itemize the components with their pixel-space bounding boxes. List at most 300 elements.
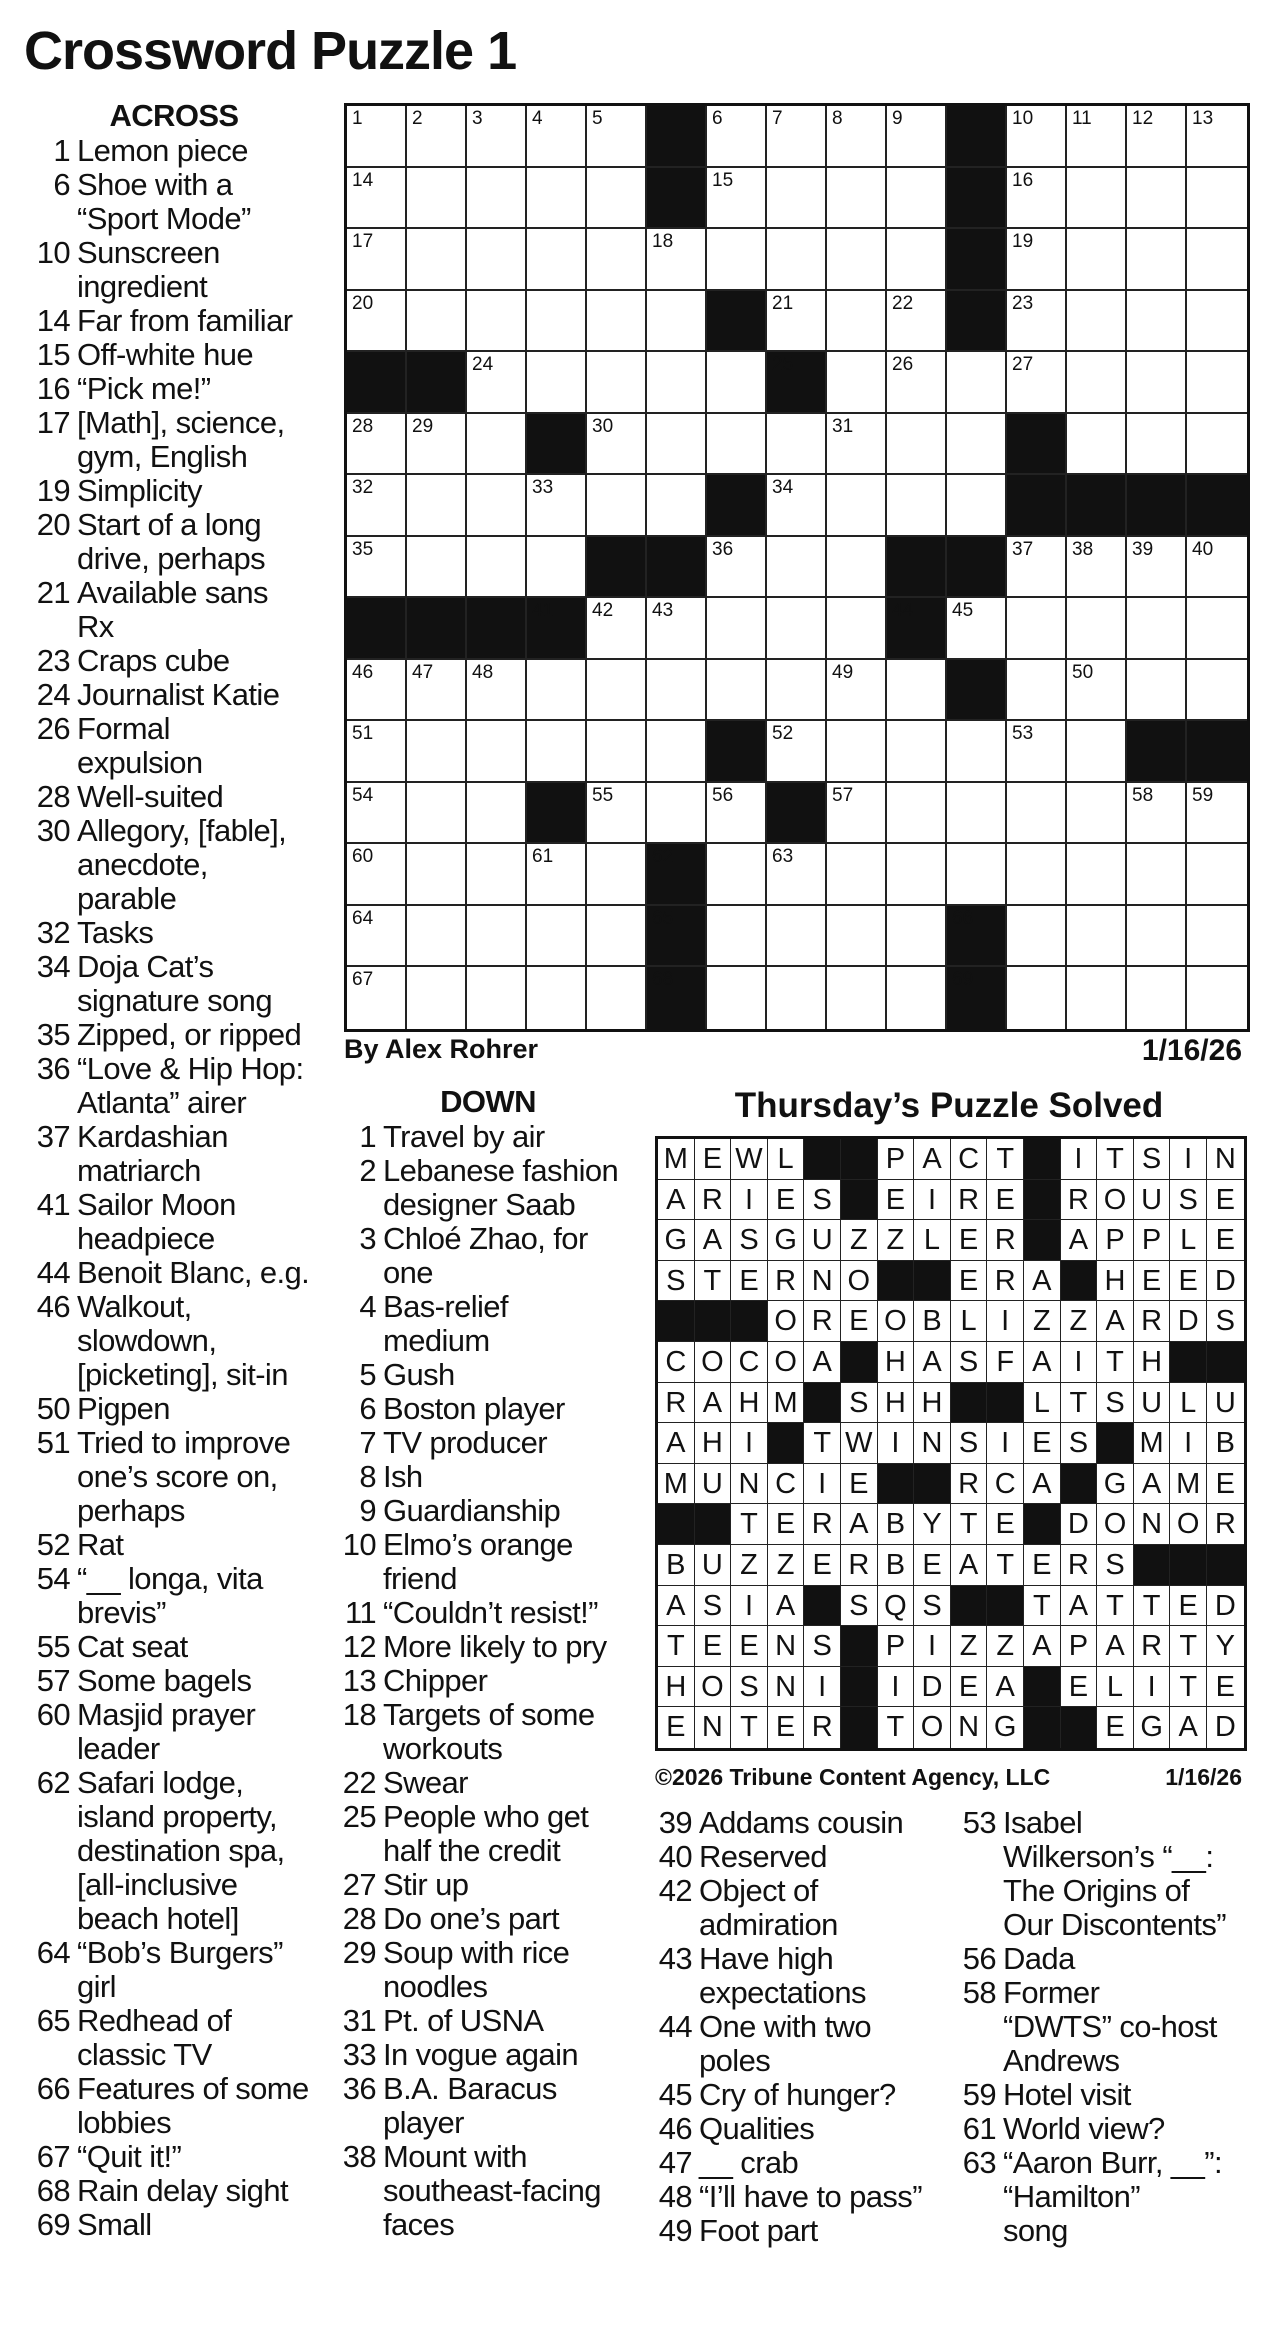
grid-cell [1007,106,1067,168]
clue-number: 45 [658,2077,692,2112]
solution-letter: I [878,1423,915,1464]
grid-block [647,106,707,168]
solution-block [731,1301,768,1342]
clue [26,304,322,338]
clue-text [77,950,322,1018]
solution-block [1061,1707,1098,1748]
solution-letter: E [768,1504,805,1545]
grid-cell [1007,721,1067,783]
grid-cell [947,352,1007,414]
solution-letter: A [1024,1626,1061,1667]
grid-cell [467,352,527,414]
grid-cell [707,352,767,414]
cell-number: 17 [352,231,374,252]
clue-text [1003,2112,1254,2146]
solution-block [1170,1545,1207,1586]
clue-number: 53 [962,1805,996,1840]
grid-cell [407,106,467,168]
clue-line: Pt. of USNA [383,2003,544,2038]
clue [338,1426,638,1460]
clue [338,1630,638,1664]
clue [338,2038,638,2072]
clue-text [77,1052,322,1120]
solution-letter: I [1061,1139,1098,1180]
clue [26,814,322,916]
solution-letter: R [658,1383,695,1424]
clue-line: “DWTS” co-host [1003,2009,1217,2044]
clue-number: 43 [658,1941,692,1976]
grid-cell [1007,352,1067,414]
clue-number: 17 [36,405,70,440]
grid-cell [827,844,887,906]
grid-cell [467,414,527,476]
cell-number: 67 [352,969,374,990]
cell-number: 25 [772,354,794,375]
cell-number: 38 [1072,538,1094,560]
clue-number: 40 [658,1839,692,1874]
clue-number: 57 [36,1663,70,1698]
grid-cell [707,844,767,906]
clue-line: lobbies [77,2105,172,2140]
grid-cell [767,906,827,968]
clue-text [77,712,322,780]
grid-cell [647,783,707,845]
clue-number: 41 [36,1187,70,1222]
solution-letter: G [987,1707,1024,1748]
clue [338,1358,638,1392]
solution-letter: T [1170,1667,1207,1708]
grid-block [347,598,407,660]
grid-cell [707,906,767,968]
clue-line: More likely to pry [383,1629,607,1664]
clue-number: 19 [36,473,70,508]
grid-cell [767,967,827,1029]
grid-cell [767,106,827,168]
grid-cell [1127,598,1187,660]
solution-date: 1/16/26 [1165,1764,1242,1790]
grid-cell [647,229,707,291]
grid-cell [707,598,767,660]
cell-number: 40 [1192,538,1214,560]
clue [338,1460,638,1494]
solution-letter: U [695,1464,732,1505]
clue [338,2072,638,2140]
grid-cell [827,906,887,968]
clue-number: 18 [342,1697,376,1732]
solution-letter: E [731,1626,768,1667]
clue-text [383,1664,638,1698]
cell-number: 10 [1012,108,1034,129]
solution-letter: A [914,1139,951,1180]
grid-block [647,844,707,906]
cell-number: 53 [1012,723,1034,744]
grid-cell [1007,660,1067,722]
clue [646,1840,946,1874]
solution-letter: R [951,1464,988,1505]
clue-number: 9 [359,1493,376,1528]
solution-letter: B [914,1301,951,1342]
cell-number: 6 [712,108,723,129]
solution-letter: H [695,1423,732,1464]
grid-cell [947,721,1007,783]
grid-block [1187,721,1247,783]
clue-line: faces [383,2207,455,2242]
clue [26,134,322,168]
grid-cell [707,660,767,722]
cell-number: 30 [592,415,614,437]
clue-number: 51 [36,1425,70,1460]
clue-line: expectations [699,1975,866,2010]
solution-letter: T [1097,1342,1134,1383]
grid-cell [947,475,1007,537]
clue-line: Craps cube [77,643,230,678]
solution-letter: E [1207,1667,1244,1708]
grid-block [1127,475,1187,537]
solution-letter: E [987,1504,1024,1545]
grid-cell [887,721,947,783]
clue [26,576,322,644]
solution-letter: A [1024,1261,1061,1302]
clue-line: Soup with rice [383,1935,570,1970]
solution-letter: B [658,1545,695,1586]
solution-letter: E [1097,1707,1134,1748]
clue-text [77,814,322,916]
solution-block [1024,1707,1061,1748]
solution-block [841,1139,878,1180]
grid-cell [1067,352,1127,414]
clue-text [77,1664,322,1698]
solution-letter: R [841,1545,878,1586]
solution-letter: E [1170,1261,1207,1302]
grid-cell [467,168,527,230]
clue [338,1596,638,1630]
copyright: ©2026 Tribune Content Agency, LLC [655,1764,1051,1790]
solution-letter: E [1024,1423,1061,1464]
clue-text [77,168,322,236]
clue [338,1120,638,1154]
solution-block [1134,1545,1171,1586]
clue-text [383,1426,638,1460]
solution-letter: U [1207,1383,1244,1424]
grid-cell [1187,783,1247,845]
solution-block [804,1586,841,1627]
grid-cell [347,229,407,291]
clue-line: Our Discontents” [1003,1907,1226,1942]
solution-letter: S [1061,1423,1098,1464]
solution-block [658,1301,695,1342]
clue-number: 36 [342,2071,376,2106]
clue-text [699,1942,946,2010]
clue [26,1664,322,1698]
solution-letter: T [1024,1586,1061,1627]
clue-number: 67 [36,2139,70,2174]
clue-line: Wilkerson’s “__: [1003,1839,1214,1874]
clue-text [1003,1976,1254,2078]
grid-cell [1067,598,1127,660]
clue-line: Rx [77,609,114,644]
solution-letter: Q [878,1586,915,1627]
cell-number: 39 [1132,538,1154,560]
clue-line: [picketing], sit-in [77,1357,288,1392]
grid-block [947,106,1007,168]
grid-cell [1007,844,1067,906]
clue-line: Swear [383,1765,468,1800]
solution-letter: I [1061,1342,1098,1383]
grid-cell [347,475,407,537]
clue-line: Zipped, or ripped [77,1017,302,1052]
clue-line: Cat seat [77,1629,188,1664]
grid-cell [587,783,647,845]
grid-cell [887,229,947,291]
grid-block [947,660,1007,722]
cell-number: 29 [412,415,434,437]
clue-line: admiration [699,1907,838,1942]
down-clues-continued-2 [958,1806,1254,2248]
clue-text [383,1460,638,1494]
clue-number: 50 [36,1391,70,1426]
cell-number: 63 [772,846,794,867]
solution-letter: R [951,1180,988,1221]
grid-cell [527,168,587,230]
solution-letter: D [1207,1261,1244,1302]
grid-cell [947,598,1007,660]
clue-number: 1 [53,133,70,168]
clue-line: Travel by air [383,1119,545,1154]
clue-line: Doja Cat’s [77,949,214,984]
cell-number: 3 [472,108,483,129]
grid-block [647,906,707,968]
clue [338,2140,638,2242]
solution-letter: N [804,1261,841,1302]
cell-number: 4 [532,108,543,129]
clue [958,1806,1254,1942]
clue-line: In vogue again [383,2037,578,2072]
grid-cell [707,168,767,230]
clue-text [77,134,322,168]
clue-text [77,1120,322,1188]
grid-cell [707,229,767,291]
grid-cell [407,844,467,906]
clue [646,2180,946,2214]
clue [26,1018,322,1052]
clue-line: Lebanese fashion [383,1153,619,1188]
grid-cell [1127,229,1187,291]
grid-cell [467,906,527,968]
solution-letter: A [1097,1626,1134,1667]
grid-cell [407,906,467,968]
clue-text [699,1840,946,1874]
grid-cell [1007,537,1067,599]
clue-number: 42 [658,1873,692,1908]
solution-letter: S [1134,1139,1171,1180]
clue-number: 24 [36,677,70,712]
solution-letter: E [731,1261,768,1302]
clue [338,1290,638,1358]
grid-cell [887,291,947,353]
grid-cell [407,967,467,1029]
clue-text [383,1120,638,1154]
clue-text [77,916,322,950]
clue-line: Rat [77,1527,124,1562]
grid-block [527,414,587,476]
solution-letter: A [1061,1220,1098,1261]
solution-letter: I [1134,1667,1171,1708]
solution-letter: B [1207,1423,1244,1464]
clue-line: Former [1003,1975,1100,2010]
solution-block [987,1586,1024,1627]
solution-block [1024,1139,1061,1180]
grid-cell [887,168,947,230]
clue-number: 63 [962,2145,996,2180]
clue-line: Cry of hunger? [699,2077,896,2112]
clue [26,1392,322,1426]
clue [26,236,322,304]
solution-letter: R [1061,1545,1098,1586]
clue-line: half the credit [383,1833,561,1868]
grid-cell [347,967,407,1029]
clue-line: “Sport Mode” [77,201,251,236]
solution-block [1061,1464,1098,1505]
grid-cell [587,721,647,783]
clue-number: 49 [658,2213,692,2248]
clue-number: 8 [359,1459,376,1494]
grid-cell [1067,783,1127,845]
grid-cell [407,721,467,783]
grid-cell [707,783,767,845]
solution-letter: Z [731,1545,768,1586]
solution-letter: R [768,1261,805,1302]
clue-line: Atlanta” airer [77,1085,247,1120]
solution-letter: N [768,1626,805,1667]
clue-line: Mount with [383,2139,527,2174]
clue-line: friend [383,1561,457,1596]
solution-block [841,1707,878,1748]
clue [958,2078,1254,2112]
clue [26,474,322,508]
grid-cell [647,414,707,476]
solution-letter: Z [951,1626,988,1667]
clue-number: 28 [342,1901,376,1936]
grid-cell [407,414,467,476]
clue-number: 37 [36,1119,70,1154]
solution-block [1024,1220,1061,1261]
grid-cell [527,844,587,906]
clue-number: 26 [36,711,70,746]
clue [26,1120,322,1188]
clue [338,1698,638,1766]
grid-cell [407,783,467,845]
solution-letter: U [1134,1180,1171,1221]
grid-cell [1067,229,1127,291]
grid-block [767,783,827,845]
solution-letter: E [914,1545,951,1586]
clue-line: Lemon piece [77,133,248,168]
grid-cell [1067,537,1127,599]
clue-number: 36 [36,1051,70,1086]
solution-letter: C [951,1139,988,1180]
solution-letter: S [1097,1383,1134,1424]
clue-text [383,2140,638,2242]
cell-number: 46 [352,661,374,683]
solution-block [695,1504,732,1545]
grid-cell [1187,537,1247,599]
grid-cell [1127,844,1187,906]
grid-cell [1187,906,1247,968]
clue-line: noodles [383,1969,488,2004]
cell-number: 62 [652,846,674,867]
grid-block [707,721,767,783]
grid-cell [347,168,407,230]
cell-number: 47 [412,661,434,683]
grid-cell [827,229,887,291]
cell-number: 45 [952,600,974,621]
clue-line: destination spa, [77,1833,285,1868]
cell-number: 26 [892,354,914,375]
cell-number: 58 [1132,784,1154,806]
solution-letter: O [878,1301,915,1342]
solution-letter: I [731,1423,768,1464]
clue-line: Isabel [1003,1805,1083,1840]
solution-letter: C [768,1464,805,1505]
solution-block [1061,1261,1098,1302]
cell-number: 54 [352,784,374,806]
solution-letter: N [695,1707,732,1748]
clue [338,1936,638,2004]
clue-number: 23 [36,643,70,678]
solution-letter: G [768,1220,805,1261]
grid-cell [467,844,527,906]
clue [26,1256,322,1290]
grid-cell [1187,598,1247,660]
cell-number: 36 [712,538,734,560]
grid-cell [587,598,647,660]
grid-block [647,168,707,230]
cell-number: 11 [1072,108,1092,129]
clue-line: Chipper [383,1663,488,1698]
cell-number: 13 [1192,108,1214,129]
clue-line: Simplicity [77,473,202,508]
clue [338,1528,638,1596]
grid-cell [347,291,407,353]
clue-line: “Quit it!” [77,2139,182,2174]
grid-cell [1127,414,1187,476]
solution-letter: N [731,1464,768,1505]
clue-line: Off-white hue [77,337,254,372]
clue [646,2146,946,2180]
grid-block [587,537,647,599]
grid-cell [467,106,527,168]
solution-letter: B [878,1545,915,1586]
grid-cell [887,352,947,414]
clue [26,644,322,678]
solution-letter: M [658,1464,695,1505]
clue-number: 5 [359,1357,376,1392]
clue-line: [all-inclusive [77,1867,238,1902]
clue-line: brevis” [77,1595,166,1630]
cell-number: 32 [352,477,374,498]
grid-cell [1187,106,1247,168]
clue-number: 27 [342,1867,376,1902]
clue-line: gym, English [77,439,248,474]
clue-line: “Couldn’t resist!” [383,1595,598,1630]
grid-cell [767,721,827,783]
clue-line: Sunscreen [77,235,220,270]
grid-cell [1007,783,1067,845]
solution-letter: U [804,1220,841,1261]
clue-text [77,1426,322,1528]
grid-cell [707,414,767,476]
clue [26,1630,322,1664]
